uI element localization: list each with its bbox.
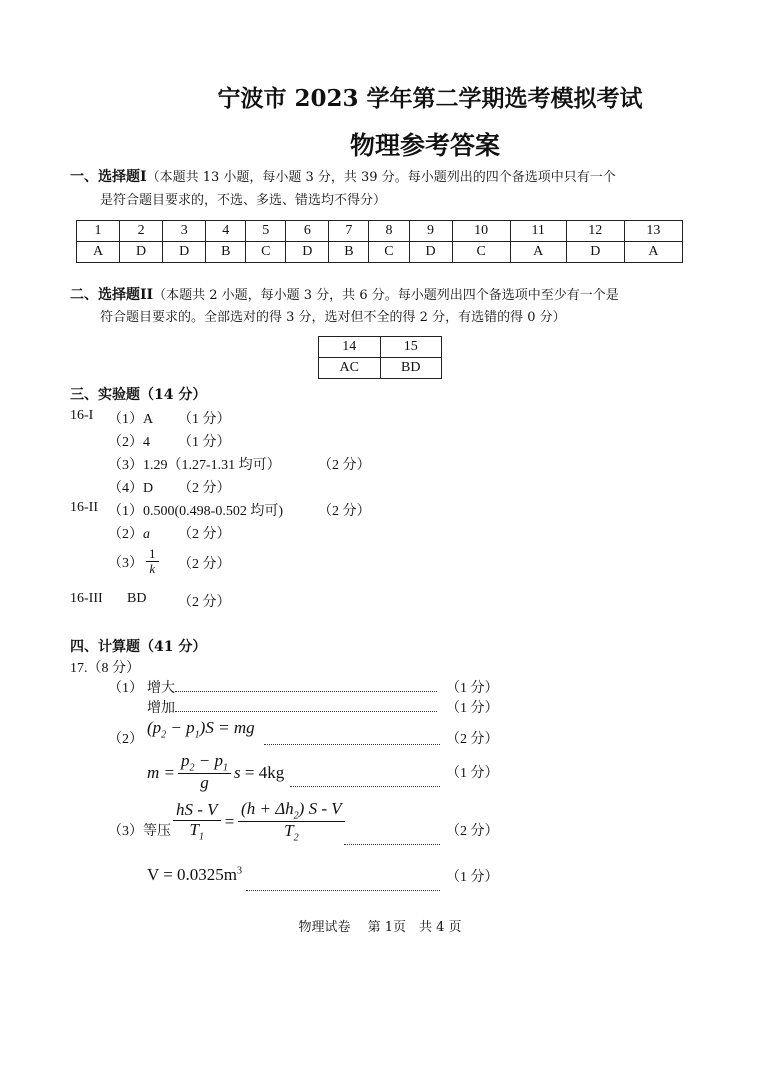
table-cell: B <box>206 242 246 263</box>
item-score: （1 分） <box>446 701 499 716</box>
fraction-denominator: $T_1$ <box>189 820 205 843</box>
q17-p1-number: （1） <box>108 681 143 696</box>
item-answer: A <box>143 412 154 427</box>
fraction-right <box>238 800 345 844</box>
table-cell: 2 <box>120 221 163 242</box>
table-cell: 14 <box>319 337 381 358</box>
q16-1-item-4 <box>108 477 153 497</box>
item-answer: 4 <box>143 435 150 450</box>
q17-p3-label <box>108 820 171 840</box>
item-score: （2 分） <box>446 732 499 747</box>
table-cell: 15 <box>380 337 442 358</box>
table-cell: 12 <box>566 221 624 242</box>
table-cell: 11 <box>510 221 566 242</box>
table-row-answers <box>77 242 683 263</box>
table-cell: 8 <box>369 221 409 242</box>
table-cell: 3 <box>163 221 206 242</box>
dotted-leader <box>175 707 437 712</box>
equation-volume <box>147 865 242 885</box>
section4-heading <box>70 636 206 656</box>
q16-2-item-3 <box>108 547 162 577</box>
dotted-leader <box>175 687 437 692</box>
item-number: （1） <box>108 412 143 427</box>
item-score: （1 分） <box>178 435 231 450</box>
q16-1-label: 16-I <box>70 408 94 423</box>
item-score: （2 分） <box>318 458 371 473</box>
table-cell: 5 <box>246 221 286 242</box>
table-cell: A <box>77 242 120 263</box>
equation-isobaric <box>170 800 348 844</box>
answer-table-2 <box>318 336 442 379</box>
item-score: （2 分） <box>178 527 231 542</box>
equation-result: V = 0.0325m <box>147 865 238 884</box>
process-type: 等压 <box>143 824 171 839</box>
equals-sign: = <box>223 811 236 831</box>
unit-exponent: 3 <box>237 865 243 877</box>
fraction-answer <box>146 547 159 577</box>
section3-heading-text: 三、实验题（14 分） <box>70 387 207 403</box>
table-row-answers <box>319 358 442 379</box>
section1-header <box>70 166 616 186</box>
q16-2-label: 16-II <box>70 500 98 515</box>
item-answer: D <box>143 481 154 496</box>
q17-label: 17.（8 分） <box>70 661 140 676</box>
item-answer: 0.500(0.498-0.502 均可) <box>143 504 283 519</box>
fraction-denominator: $T_2$ <box>284 821 299 844</box>
table-cell: C <box>246 242 286 263</box>
answer-text: 增大 <box>147 681 175 696</box>
item-score: （2 分） <box>446 824 499 839</box>
item-score: （2 分） <box>178 557 231 572</box>
equation-rhs: s = 4kg <box>234 762 285 782</box>
section3-heading <box>70 384 206 404</box>
section2-note-1: （本题共 2 小题，每小题 3 分，共 6 分。每小题列出四个备选项中至少有一个是 <box>153 288 619 303</box>
dotted-leader <box>290 782 440 787</box>
section4-heading-text: 四、计算题（41 分） <box>70 639 207 655</box>
item-number: （2） <box>108 527 143 542</box>
q16-1-item-2 <box>108 431 150 451</box>
answer-table-1 <box>76 220 683 263</box>
fraction-denominator: k <box>149 561 156 577</box>
table-cell: A <box>510 242 566 263</box>
table-cell: 1 <box>77 221 120 242</box>
table-cell: 10 <box>452 221 510 242</box>
q16-3-label: 16-III <box>70 591 103 606</box>
item-score: （2 分） <box>178 595 231 610</box>
dotted-leader-row <box>264 730 440 749</box>
section2-heading: 二、选择题II <box>70 287 154 303</box>
q16-1-item-1 <box>108 408 153 428</box>
q16-2-item-2 <box>108 523 150 543</box>
table-cell: D <box>286 242 329 263</box>
dotted-leader <box>344 840 440 845</box>
table-cell: D <box>409 242 452 263</box>
item-number: （4） <box>108 481 143 496</box>
item-score: （2 分） <box>318 504 371 519</box>
item-score: （1 分） <box>446 681 499 696</box>
q16-2-item-1 <box>108 500 283 520</box>
item-score: （1 分） <box>178 412 231 427</box>
fraction-numerator: 1 <box>146 547 159 562</box>
fraction-numerator: $p_2 - p_1$ <box>178 752 231 774</box>
item-answer: 1.29（1.27-1.31 均可） <box>143 458 281 473</box>
table-cell: C <box>452 242 510 263</box>
q17-p2-number: （2） <box>108 732 143 747</box>
equation-lhs: m = <box>147 762 176 782</box>
item-number: （3） <box>108 824 143 839</box>
table-cell: A <box>624 242 682 263</box>
section1-note-2: 是符合题目要求的，不选、多选、错选均不得分） <box>100 193 387 208</box>
q17-p1-line1 <box>147 677 437 697</box>
q16-1-item-3 <box>108 454 281 474</box>
fraction-denominator: g <box>200 773 209 793</box>
dotted-leader-row <box>290 772 440 791</box>
item-number: （3） <box>108 458 143 473</box>
table-cell: D <box>120 242 163 263</box>
fraction <box>178 752 231 793</box>
table-cell: D <box>163 242 206 263</box>
q16-3-answer: BD <box>127 591 147 606</box>
fraction-left <box>173 801 221 842</box>
equation-force-balance: $(p_2 - p_1)S$ = mg <box>147 718 255 741</box>
fraction-numerator: $(h + \Delta h_2)$ S - V <box>238 800 345 822</box>
item-number: （1） <box>108 504 143 519</box>
table-cell: 13 <box>624 221 682 242</box>
table-cell: C <box>369 242 409 263</box>
item-number: （2） <box>108 435 143 450</box>
item-number: （3） <box>108 555 143 571</box>
dotted-leader <box>246 886 440 891</box>
item-answer: a <box>143 527 150 542</box>
table-cell: 4 <box>206 221 246 242</box>
equation-mass <box>147 752 284 793</box>
item-score: （1 分） <box>446 766 499 781</box>
table-cell: BD <box>380 358 442 379</box>
dotted-leader-row <box>246 876 440 895</box>
dotted-leader-row <box>344 830 440 849</box>
page-title: 宁波市 2023 学年第二学期选考模拟考试 <box>217 85 643 112</box>
table-cell: D <box>566 242 624 263</box>
table-cell: AC <box>319 358 381 379</box>
equation-result: = 4kg <box>244 762 285 782</box>
table-cell: B <box>329 242 369 263</box>
section1-heading: 一、选择题I <box>70 169 147 185</box>
section1-note-1: （本题共 13 小题，每小题 3 分，共 39 分。每小题列出的四个备选项中只有一个 <box>146 170 616 185</box>
table-cell: 9 <box>409 221 452 242</box>
page-subtitle: 物理参考答案 <box>349 131 500 160</box>
table-row-numbers <box>77 221 683 242</box>
dotted-leader <box>264 740 440 745</box>
section2-header <box>70 284 619 304</box>
table-row-numbers <box>319 337 442 358</box>
answer-text: 增加 <box>147 701 175 716</box>
table-cell: 6 <box>286 221 329 242</box>
fraction-numerator: hS - V <box>173 801 221 821</box>
section2-note-2: 符合题目要求的。全部选对的得 3 分，选对但不全的得 2 分，有选错的得 0 分） <box>100 310 566 325</box>
q17-p1-line2 <box>147 697 437 717</box>
item-score: （2 分） <box>178 481 231 496</box>
page-footer: 物理试卷 第 1页 共 4 页 <box>298 920 462 935</box>
item-score: （1 分） <box>446 870 499 885</box>
table-cell: 7 <box>329 221 369 242</box>
